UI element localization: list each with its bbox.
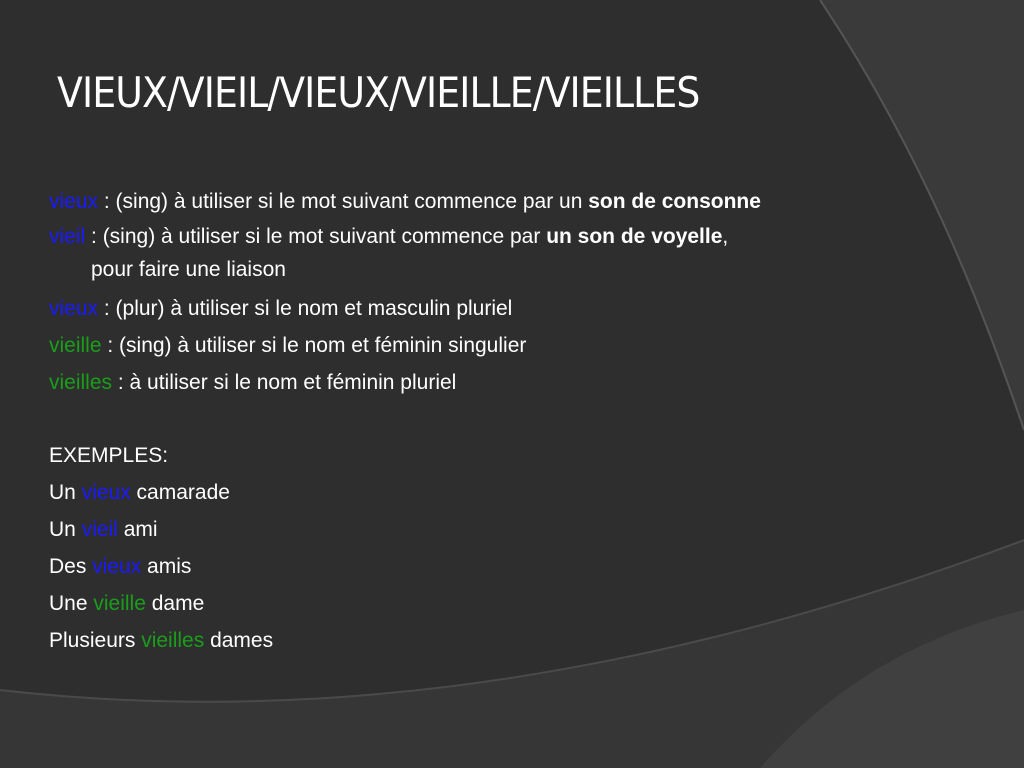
example-after: ami: [117, 518, 158, 541]
example-word: vieux: [92, 555, 142, 578]
rule-punctuation: ,: [722, 225, 729, 248]
rule-word: vieilles: [49, 371, 113, 394]
example-item: [49, 474, 949, 511]
rule-text: : (sing) à utiliser si le mot suivant commence par: [85, 225, 547, 248]
rule-word: vieux: [49, 297, 99, 320]
slide-body: [49, 183, 949, 659]
example-after: camarade: [130, 481, 230, 504]
rule-vieil: [49, 220, 949, 286]
rule-text: : (sing) à utiliser si le mot suivant commence par un: [98, 190, 589, 213]
rule-word: vieille: [49, 334, 102, 357]
rule-word: vieux: [49, 190, 99, 213]
rule-text: : (sing) à utiliser si le nom et féminin singulier: [101, 334, 527, 357]
rule-emphasis: son de consonne: [588, 190, 761, 213]
example-item: [49, 622, 949, 659]
rule-text: : (plur) à utiliser si le nom et masculin pluriel: [98, 297, 513, 320]
example-word: vieille: [93, 592, 146, 615]
rule-continuation: pour faire une liaison: [91, 258, 286, 281]
example-word: vieux: [81, 481, 131, 504]
rule-vieux-singular: [49, 183, 949, 220]
examples-heading: EXEMPLES:: [49, 444, 169, 467]
example-after: dame: [145, 592, 205, 615]
rule-vieilles: [49, 364, 949, 401]
example-after: dames: [204, 629, 274, 652]
example-item: [49, 511, 949, 548]
rule-word: vieil: [49, 225, 86, 248]
example-before: Un: [49, 481, 82, 504]
example-before: Un: [49, 518, 82, 541]
rule-text: : à utiliser si le nom et féminin pluriel: [112, 371, 457, 394]
spacer: [49, 401, 949, 437]
rule-emphasis: un son de voyelle: [546, 225, 723, 248]
example-word: vieilles: [141, 629, 205, 652]
example-item: [49, 585, 949, 622]
example-before: Des: [49, 555, 93, 578]
rule-vieux-plural: [49, 290, 949, 327]
example-item: [49, 548, 949, 585]
example-before: Plusieurs: [49, 629, 142, 652]
example-word: vieil: [81, 518, 118, 541]
example-after: amis: [141, 555, 192, 578]
example-before: Une: [49, 592, 94, 615]
slide-title: VIEUX/VIEIL/VIEUX/VIEILLE/VIEILLES: [57, 68, 700, 117]
rule-vieille: [49, 327, 949, 364]
